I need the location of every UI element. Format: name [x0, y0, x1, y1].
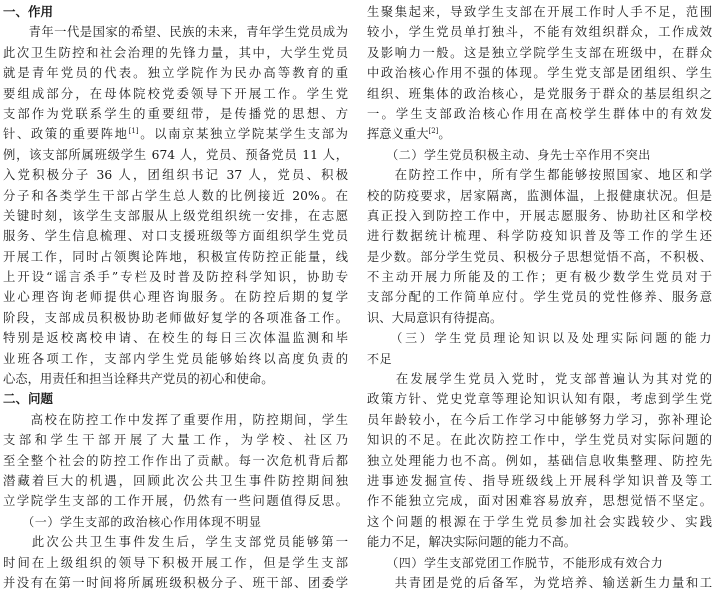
- line-text: 就是青年党员的代表。独立学院作为民办高等教育的重: [3, 66, 348, 81]
- citation-ref: [1]: [128, 127, 139, 136]
- line-text: 是少数。部分学生党员、积极分子思想觉悟不高，不积极、: [367, 249, 712, 264]
- line-text: 时间在上级组织的领导下积极开展工作，但是学生支部: [3, 555, 348, 570]
- text-line: [367, 512, 712, 532]
- text-line: [367, 369, 712, 389]
- text-line: [3, 247, 348, 267]
- line-text: 知识的不足。在此次防控工作中，学生党员对实际问题的: [367, 433, 712, 448]
- text-line: [367, 389, 712, 409]
- text-line: [367, 532, 712, 552]
- line-text: 入党积极分子 36 人，团组织书记 37 人，党员、积极: [3, 168, 348, 183]
- text-line: [3, 532, 348, 552]
- text-line: [3, 410, 348, 430]
- line-text: 在防控工作中，所有学生都能够按照国家、地区和学: [367, 168, 712, 183]
- text-line: [367, 186, 712, 206]
- text-line: [367, 308, 712, 328]
- text-line: [3, 308, 348, 328]
- subsection-heading: [367, 145, 712, 165]
- line-text: 阶段，支部成员积极协助老师做好复学的各项准备工作。: [3, 310, 348, 325]
- line-text: 开展工作，同时占领舆论阵地，积极宣传防控正能量，线: [3, 249, 348, 264]
- line-text: 业心理咨询老师提供心理咨询服务。在防控后期的复学: [3, 290, 348, 305]
- text-line: [3, 451, 348, 471]
- line-text: 不主动开展力所能及的工作；更有极少数学生党员对于: [367, 270, 712, 285]
- line-text: 作不能独立完成，面对困难容易放弃，思想觉悟不坚定。: [367, 494, 712, 509]
- text-line: [367, 287, 712, 307]
- text-line: [367, 410, 712, 430]
- line-text: 及影响力一般。这是独立学院学生支部在班级中，在群众: [367, 45, 712, 60]
- line-text: 至全整个社会的防控工作作出了贡献。每一次危机背后都: [3, 453, 348, 468]
- line-text: 这个问题的根源在于学生党员参加社会实践较少、实践: [367, 514, 712, 529]
- text-line: [3, 287, 348, 307]
- line-text: 在发展学生党员入党时，党支部普遍认为其对党的: [367, 372, 712, 387]
- line-text: 立学院学生支部的工作开展，仍然有一些问题值得反思。: [3, 494, 348, 509]
- text-line: [367, 165, 712, 185]
- text-line: [3, 186, 348, 206]
- text-line: [3, 430, 348, 450]
- line-text: 进事迹发掘宣传、指导班级线上开展科学知识普及等工: [367, 473, 712, 488]
- line-text: 能力不足，解决实际问题的能力不高。: [367, 535, 577, 550]
- right-column: [367, 2, 712, 593]
- line-text: 针、政策的重要阵地: [3, 127, 129, 142]
- text-line: [3, 369, 348, 389]
- line-text: 服务、学生信息梳理、对口支援班级等方面组织学生党员: [3, 229, 348, 244]
- line-text: （二）学生党员积极主动、身先士卒作用不突出: [367, 147, 651, 162]
- text-line: [367, 22, 712, 42]
- line-text: 校的防疫要求，居家隔离，监测体温，上报健康状况。但是: [367, 188, 712, 203]
- line-text: 要组成部分，在母体院校党委领导下开展工作。学生党: [3, 86, 348, 101]
- text-line: [367, 206, 712, 226]
- text-line: [3, 573, 348, 593]
- line-text: 并没有在第一时间将所属班级积极分子、班干部、团委学: [3, 575, 348, 590]
- text-line: [3, 165, 348, 185]
- line-text: 潜藏着巨大的机遇，回顾此次公共卫生事件防控期间独: [3, 473, 348, 488]
- line-text: 支部和学生干部开展了大量工作，为学校、社区乃: [3, 433, 348, 448]
- line-text: 生聚集起来，导致学生支部在开展工作时人手不足，范围: [367, 5, 712, 19]
- text-line: [367, 451, 712, 471]
- text-line: [3, 104, 348, 124]
- text-line: [367, 124, 712, 144]
- line-text: 此次公共卫生事件发生后，学生支部党员能够第一: [3, 535, 348, 550]
- line-text: 二、问题: [3, 391, 54, 407]
- text-line: [367, 43, 712, 63]
- text-line: [367, 573, 712, 593]
- line-text: 员年龄较小，在今后工作学习中能够努力学习，弥补理论: [367, 412, 712, 427]
- line-text: 关键时刻，该学生支部服从上级党组织统一安排，在志愿: [3, 208, 348, 223]
- citation-ref: [2]: [428, 127, 439, 136]
- text-line: [367, 226, 712, 246]
- text-line: [3, 22, 348, 42]
- text-line: [3, 63, 348, 83]
- line-text: 例，该支部所属班级学生 674 人，党员、预备党员 11 人，: [3, 147, 348, 162]
- subsection-heading: [367, 349, 712, 369]
- text-line: [367, 430, 712, 450]
- line-text: 不足: [367, 351, 393, 366]
- text-line: [367, 491, 712, 511]
- line-text: 上开设“谣言杀手”专栏及时普及防控科学知识，协助专: [3, 270, 348, 285]
- line-text: 一。学生支部政治核心作用在高校学生群体中的有效发: [367, 106, 712, 121]
- line-text: 进行数据统计梳理、科学防疫知识普及等工作的学生还: [367, 229, 712, 244]
- text-line: [367, 471, 712, 491]
- text-line: [3, 349, 348, 369]
- left-column: [3, 2, 348, 593]
- line-text: 心态，用责任和担当诠释共产党员的初心和使命。: [3, 372, 274, 387]
- text-line: [367, 63, 712, 83]
- text-line: [3, 43, 348, 63]
- line-text: 共青团是党的后备军，为党培养、输送新生力量和工: [367, 575, 712, 590]
- line-text: 组织、班集体的政治核心，是党服务于群众的基层组织之: [367, 86, 712, 101]
- line-text: 分子和各类学生干部占学生总人数的比例接近 20%。在: [3, 188, 348, 203]
- line-text: 挥意义重大: [367, 127, 429, 142]
- text-line: [367, 84, 712, 104]
- text-line: [3, 206, 348, 226]
- line-text: 业班各项工作，支部内学生党员能够始终以高度负责的: [3, 351, 348, 366]
- text-line: [3, 491, 348, 511]
- line-text: 支部作为党联系学生的重要纽带，是传播党的思想、方: [3, 106, 348, 121]
- line-text: 一、作用: [3, 4, 54, 19]
- text-line: [3, 471, 348, 491]
- text-line: [3, 84, 348, 104]
- subsection-heading: [3, 512, 348, 532]
- line-text: 特别是返校离校申请、在校生的每日三次体温监测和毕: [3, 331, 348, 346]
- line-text: 高校在防控工作中发挥了重要作用，防控期间，学生: [3, 412, 348, 427]
- line-text: 此次卫生防控和社会治理的先锋力量，其中，大学生党员: [3, 45, 348, 60]
- text-line: [367, 104, 712, 124]
- line-text-continued: 。: [438, 127, 451, 142]
- text-line: [3, 267, 348, 287]
- line-text: 青年一代是国家的希望、民族的未来，青年学生党员成为: [3, 25, 348, 40]
- line-text: （一）学生支部的政治核心作用体现不明显: [3, 514, 262, 529]
- line-text: 识、大局意识有待提高。: [367, 310, 503, 325]
- text-line: [3, 226, 348, 246]
- line-text: 支部分配的工作简单应付。学生党员的党性修养、服务意: [367, 290, 712, 305]
- line-text: （三）学生党员理论知识以及处理实际问题的能力: [367, 331, 712, 346]
- line-text: 政策方针、党史党章等理论知识认知有限，考虑到学生党: [367, 392, 712, 407]
- text-line: [367, 2, 712, 22]
- line-text: 真正投入到防控工作中，开展志愿服务、协助社区和学校: [367, 208, 712, 223]
- text-line: [367, 247, 712, 267]
- line-text: 较小，学生党员单打独斗，不能有效组织群众，工作成效: [367, 25, 712, 40]
- section-heading: [3, 389, 348, 409]
- text-line: [3, 553, 348, 573]
- line-text: 独立处理能力也不高。例如，基础信息收集整理、防控先: [367, 453, 712, 468]
- line-text: （四）学生支部党团工作脱节，不能形成有效合力: [367, 555, 664, 570]
- subsection-heading: [367, 553, 712, 573]
- text-line: [3, 145, 348, 165]
- text-line: [3, 328, 348, 348]
- section-heading: [3, 2, 348, 22]
- text-line: [367, 267, 712, 287]
- line-text: 中政治核心作用不强的体现。学生党支部是团组织、学生: [367, 66, 712, 81]
- line-text-continued: 。以南京某独立学院某学生支部为: [138, 127, 348, 142]
- subsection-heading: [367, 328, 712, 348]
- text-line: [3, 124, 348, 144]
